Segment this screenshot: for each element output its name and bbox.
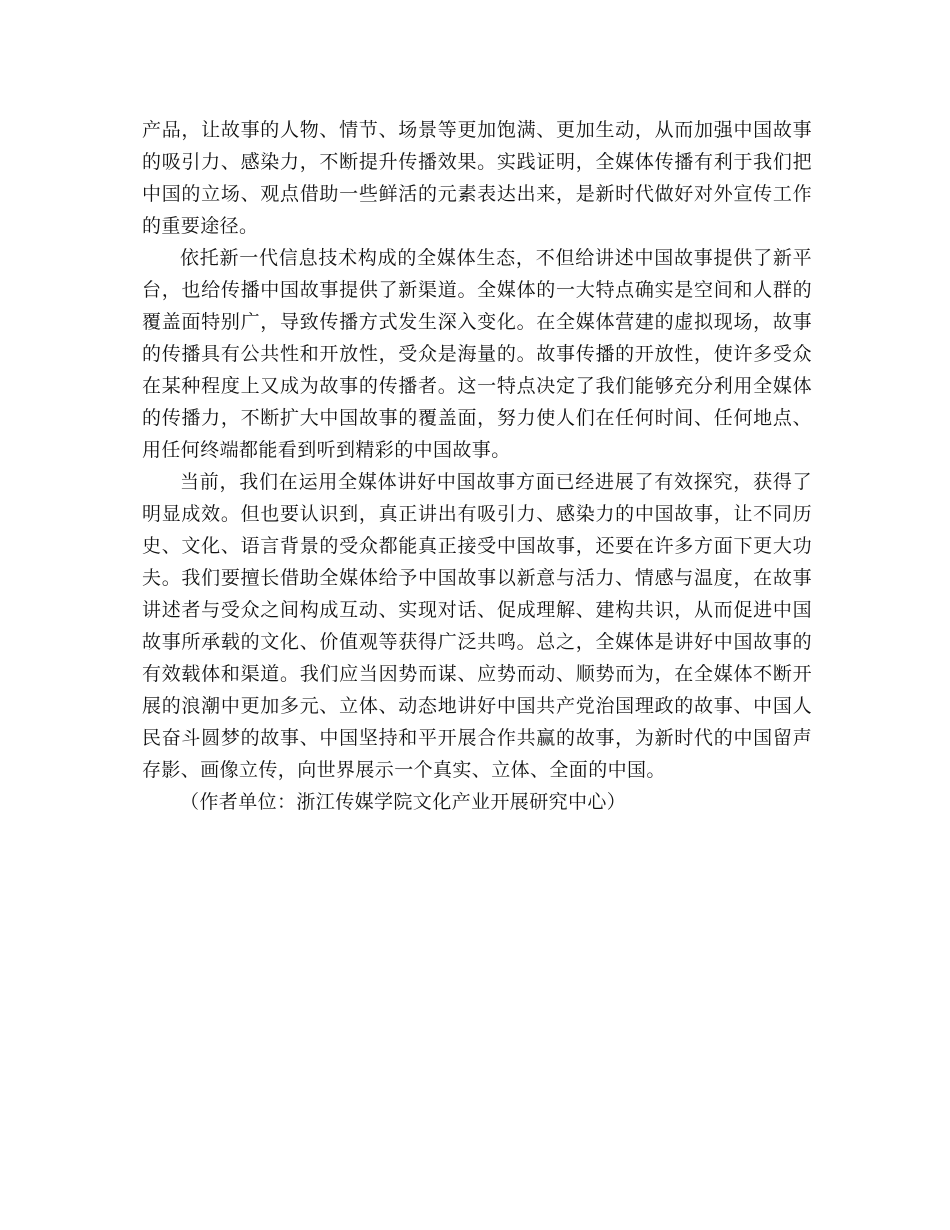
paragraph-current-progress: 当前，我们在运用全媒体讲好中国故事方面已经进展了有效探究，获得了明显成效。但也要认识到，真正讲出有吸引力、感染力的中国故事，让不同历史、文化、语言背景的受众都能真正接受中国故事，还要在许多方面下更大功夫。我们要擅长借助全媒体给予中国故事以新意与活力、情感与温度，在故事讲述者与受众之间构成互动、实现对话、促成理解、建构共识，从而促进中国故事所承载的文化、价值观等获得广泛共鸣。总之，全媒体是讲好中国故事的有效载体和渠道。我们应当因势而谋、应势而动、顺势而为，在全媒体不断开展的浪潮中更加多元、立体、动态地讲好中国共产党治国理政的故事、中国人民奋斗圆梦的故事、中国坚持和平开展合作共赢的故事，为新时代的中国留声存影、画像立传，向世界展示一个真实、立体、全面的中国。 [142, 471, 812, 781]
paragraph-continuation: 产品，让故事的人物、情节、场景等更加饱满、更加生动，从而加强中国故事的吸引力、感染力，不断提升传播效果。实践证明，全媒体传播有利于我们把中国的立场、观点借助一些鲜活的元素表达出来，是新时代做好对外宣传工作的重要途径。 [142, 119, 812, 237]
author-affiliation: （作者单位：浙江传媒学院文化产业开展研究中心） [180, 791, 627, 813]
paragraph-all-media-ecosystem: 依托新一代信息技术构成的全媒体生态，不但给讲述中国故事提供了新平台，也给传播中国故事提供了新渠道。全媒体的一大特点确实是空间和人群的覆盖面特别广，导致传播方式发生深入变化。在全媒体营建的虚拟现场，故事的传播具有公共性和开放性，受众是海量的。故事传播的开放性，使许多受众在某种程度上又成为故事的传播者。这一特点决定了我们能够充分利用全媒体的传播力，不断扩大中国故事的覆盖面，努力使人们在任何时间、任何地点、用任何终端都能看到听到精彩的中国故事。 [142, 247, 812, 461]
article-body [142, 114, 812, 818]
